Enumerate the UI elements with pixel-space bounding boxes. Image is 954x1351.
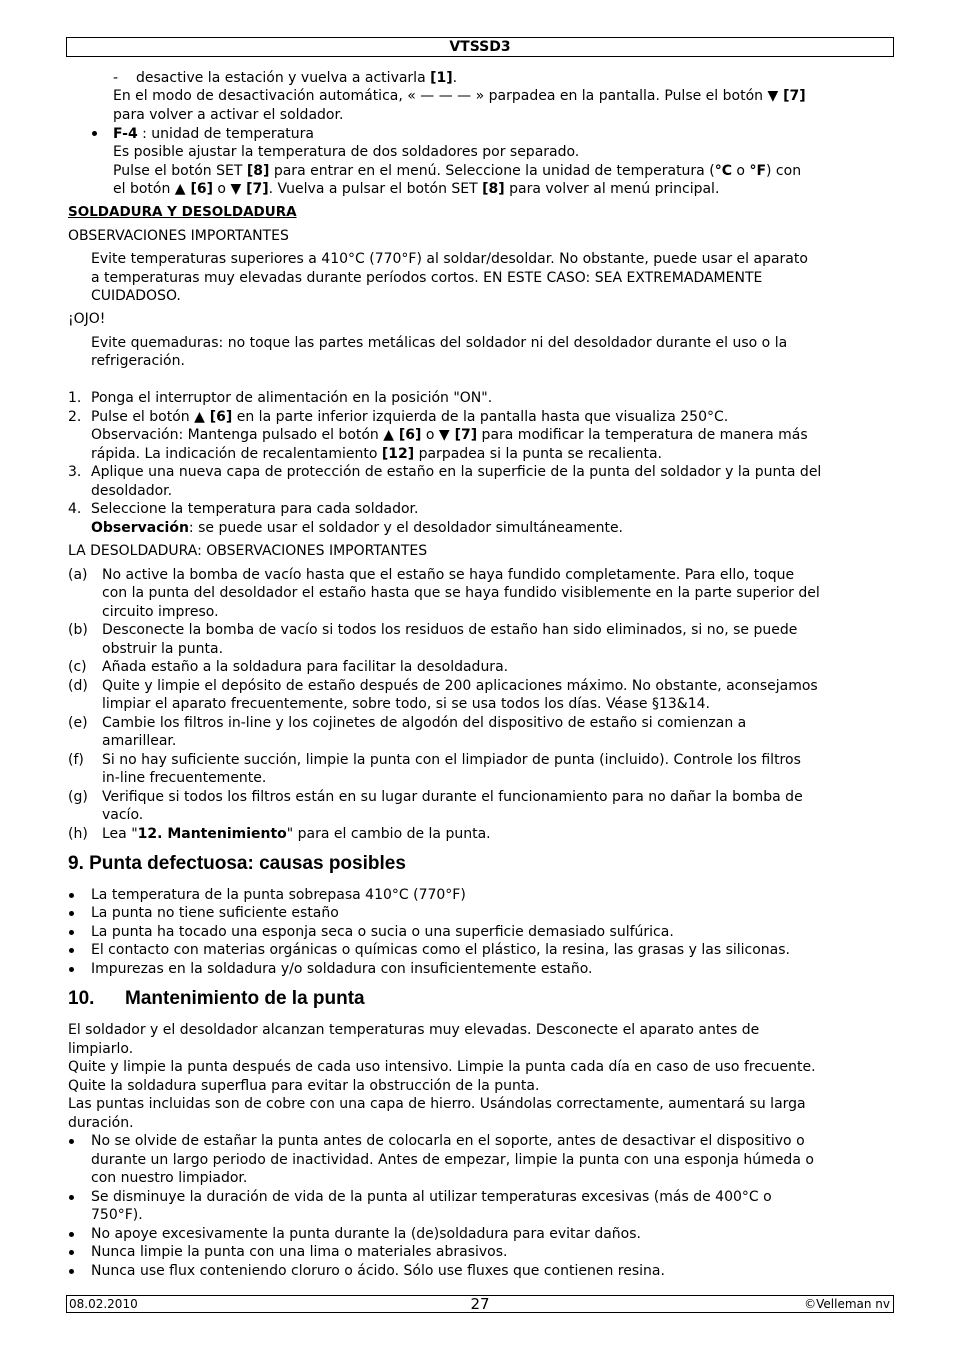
item-g-line-2: vacío. <box>102 807 144 823</box>
bullet-icon <box>69 911 74 916</box>
step-number: 1. <box>68 390 82 406</box>
list-item-cont: durante un largo periodo de inactividad. Antes de empezar, limpie la punta con una esponja húmeda o <box>91 1152 814 1168</box>
list-item-cont: 750°F). <box>91 1207 143 1223</box>
para-line: duración. <box>68 1115 134 1131</box>
step-4-line-2: Observación: se puede usar el soldador y el desoldador simultáneamente. <box>91 520 624 536</box>
para-line: Quite y limpie la punta después de cada uso intensivo. Limpie la punta cada día en caso de uso frecuente. <box>68 1059 816 1075</box>
dash: - <box>113 70 119 86</box>
list-item: La temperatura de la punta sobrepasa 410°C (770°F) <box>91 887 466 903</box>
item-c-line-1: Añada estaño a la soldadura para facilitar la desoldadura. <box>102 659 509 675</box>
item-h-line-1: Lea "12. Mantenimiento" para el cambio de la punta. <box>102 826 491 842</box>
list-item: Se disminuye la duración de vida de la punta al utilizar temperaturas excesivas (más de 400°C o <box>91 1189 772 1205</box>
list-item: No se olvide de estañar la punta antes de colocarla en el soporte, antes de desactivar el dispositivo o <box>91 1133 805 1149</box>
bullet-icon <box>69 1232 74 1237</box>
obs-line-1: Evite temperaturas superiores a 410°C (770°F) al soldar/desoldar. No obstante, puede usar el aparato <box>91 251 808 267</box>
step-4-line-1: Seleccione la temperatura para cada soldador. <box>91 501 419 517</box>
item-f-line-1: Si no hay suficiente succión, limpie la punta con el limpiador de punta (incluido). Controle los filtros <box>102 752 801 768</box>
list-item: Impurezas en la soldadura y/o soldadura con insuficientemente estaño. <box>91 961 593 977</box>
warning-label: ¡OJO! <box>68 311 106 327</box>
para-line: Las puntas incluidas son de cobre con una capa de hierro. Usándolas correctamente, aumentará su larga <box>68 1096 806 1112</box>
burn-line-2: refrigeración. <box>91 353 185 369</box>
section-heading-soldering: SOLDADURA Y DESOLDADURA <box>68 204 297 220</box>
list-label: (d) <box>68 678 88 694</box>
item-g-line-1: Verifique si todos los filtros están en su lugar durante el funcionamiento para no dañar la bomba de <box>102 789 803 805</box>
footer-date: 08.02.2010 <box>69 1297 138 1311</box>
para-line: Quite la soldadura superflua para evitar la obstrucción de la punta. <box>68 1078 540 1094</box>
para-line: limpiarlo. <box>68 1041 134 1057</box>
desoldering-title: LA DESOLDADURA: OBSERVACIONES IMPORTANTES <box>68 543 428 559</box>
bullet-icon <box>69 967 74 972</box>
step-2-line-3: rápida. La indicación de recalentamiento [12] parpadea si la punta se recalienta. <box>91 446 662 462</box>
page-header <box>66 37 894 57</box>
step-2-line-1: Pulse el botón ▲ [6] en la parte inferior izquierda de la pantalla hasta que visualiza 250°C. <box>91 409 729 425</box>
bullet-icon <box>69 1250 74 1255</box>
f4-line-3: Pulse el botón SET [8] para entrar en el menú. Seleccione la unidad de temperatura (°C o °F) con <box>113 163 802 179</box>
top-line-1: desactive la estación y vuelva a activarla [1]. <box>136 70 458 86</box>
bullet-icon <box>69 1195 74 1200</box>
section-10-number: 10. <box>68 988 95 1009</box>
item-b-line-1: Desconecte la bomba de vacío si todos los residuos de estaño han sido eliminados, si no, se puede <box>102 622 798 638</box>
step-3-line-1: Aplique una nueva capa de protección de estaño en la superficie de la punta del soldador y la punta del <box>91 464 822 480</box>
step-3-line-2: desoldador. <box>91 483 173 499</box>
list-item: El contacto con materias orgánicas o químicas como el plástico, la resina, las grasas y las siliconas. <box>91 942 791 958</box>
page-footer <box>66 1295 894 1313</box>
list-label: (b) <box>68 622 88 638</box>
list-item: No apoye excesivamente la punta durante la (de)soldadura para evitar daños. <box>91 1226 641 1242</box>
section-10-title: Mantenimiento de la punta <box>125 988 365 1009</box>
f4-line-4: el botón ▲ [6] o ▼ [7]. Vuelva a pulsar el botón SET [8] para volver al menú principal. <box>113 181 720 197</box>
bullet-icon <box>69 1269 74 1274</box>
bullet-icon <box>69 1139 74 1144</box>
item-e-line-2: amarillear. <box>102 733 177 749</box>
item-a-line-2: con la punta del desoldador el estaño hasta que se haya fundido visiblemente en la parte superior del <box>102 585 820 601</box>
burn-line-1: Evite quemaduras: no toque las partes metálicas del soldador ni del desoldador durante el uso o la <box>91 335 788 351</box>
bullet-icon <box>92 131 97 136</box>
f4-line-1: F-4 : unidad de temperatura <box>113 126 314 142</box>
top-line-2: En el modo de desactivación automática, « — — — » parpadea en la pantalla. Pulse el botón ▼ [7] <box>113 88 806 104</box>
list-label: (h) <box>68 826 88 842</box>
f4-line-2: Es posible ajustar la temperatura de dos soldadores por separado. <box>113 144 580 160</box>
obs-title: OBSERVACIONES IMPORTANTES <box>68 228 289 244</box>
top-line-3: para volver a activar el soldador. <box>113 107 344 123</box>
list-item: La punta ha tocado una esponja seca o sucia o una superficie demasiado sulfúrica. <box>91 924 674 940</box>
step-number: 2. <box>68 409 82 425</box>
list-label: (a) <box>68 567 88 583</box>
item-e-line-1: Cambie los filtros in-line y los cojinetes de algodón del dispositivo de estaño si comienzan a <box>102 715 747 731</box>
page-number: 27 <box>470 1295 490 1313</box>
obs-line-3: CUIDADOSO. <box>91 288 181 304</box>
list-item: La punta no tiene suficiente estaño <box>91 905 339 921</box>
item-d-line-2: limpiar el aparato frecuentemente, sobre todo, si se usa todos los días. Véase §13&14. <box>102 696 710 712</box>
bullet-icon <box>69 893 74 898</box>
step-1: Ponga el interruptor de alimentación en la posición "ON". <box>91 390 493 406</box>
obs-line-2: a temperaturas muy elevadas durante períodos cortos. EN ESTE CASO: SEA EXTREMADAMENTE <box>91 270 763 286</box>
item-f-line-2: in-line frecuentemente. <box>102 770 267 786</box>
bullet-icon <box>69 930 74 935</box>
list-label: (c) <box>68 659 87 675</box>
list-item-cont: con nuestro limpiador. <box>91 1170 248 1186</box>
footer-copyright: ©Velleman nv <box>804 1297 890 1311</box>
para-line: El soldador y el desoldador alcanzan temperaturas muy elevadas. Desconecte el aparato antes de <box>68 1022 760 1038</box>
step-2-line-2: Observación: Mantenga pulsado el botón ▲ [6] o ▼ [7] para modificar la temperatura de manera más <box>91 427 808 443</box>
document-model: VTSSD3 <box>449 39 511 55</box>
item-a-line-3: circuito impreso. <box>102 604 219 620</box>
list-item: Nunca use flux conteniendo cloruro o ácido. Sólo use fluxes que contienen resina. <box>91 1263 665 1279</box>
item-a-line-1: No active la bomba de vacío hasta que el estaño se haya fundido completamente. Para ello, toque <box>102 567 795 583</box>
item-d-line-1: Quite y limpie el depósito de estaño después de 200 aplicaciones máximo. No obstante, aconsejamos <box>102 678 818 694</box>
step-number: 4. <box>68 501 82 517</box>
list-label: (e) <box>68 715 88 731</box>
list-label: (g) <box>68 789 88 805</box>
step-number: 3. <box>68 464 82 480</box>
section-9-title: 9. Punta defectuosa: causas posibles <box>68 853 406 874</box>
list-item: Nunca limpie la punta con una lima o materiales abrasivos. <box>91 1244 508 1260</box>
bullet-icon <box>69 948 74 953</box>
list-label: (f) <box>68 752 84 768</box>
item-b-line-2: obstruir la punta. <box>102 641 224 657</box>
